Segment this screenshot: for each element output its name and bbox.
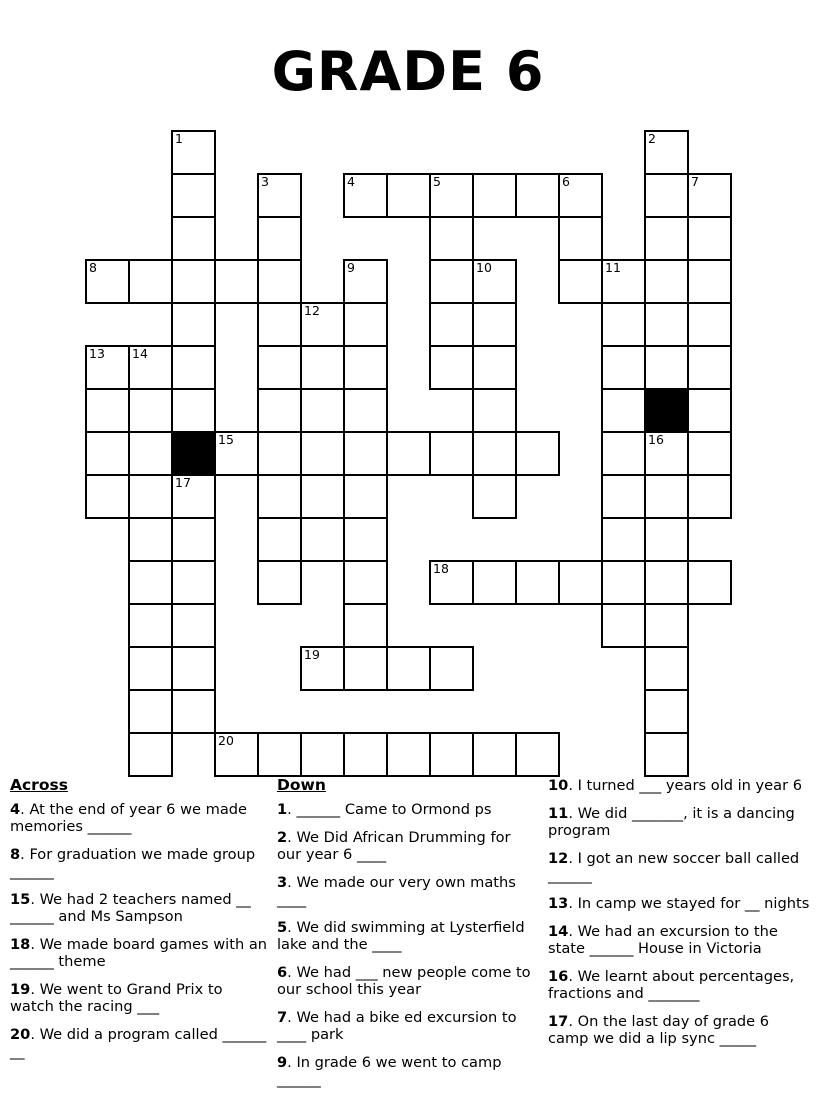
grid-cell[interactable]	[687, 216, 732, 261]
grid-cell[interactable]	[128, 560, 173, 605]
clue-number: 2	[277, 829, 288, 846]
grid-cell[interactable]	[171, 474, 216, 519]
grid-cell[interactable]	[558, 560, 603, 605]
grid-cell[interactable]	[644, 259, 689, 304]
grid-cell[interactable]	[429, 560, 474, 605]
cell-number: 8	[89, 260, 97, 275]
grid-cell[interactable]	[558, 216, 603, 261]
grid-cell[interactable]	[85, 388, 130, 433]
clue: 16. We learnt about percentages, fractions and _______	[548, 968, 795, 1002]
clue: 12. I got an new soccer ball called ______	[548, 850, 800, 884]
grid-cell[interactable]	[128, 345, 173, 390]
clue-number: 7	[277, 1009, 288, 1026]
grid-cell[interactable]	[601, 388, 646, 433]
grid-cell[interactable]	[472, 474, 517, 519]
grid-cell[interactable]	[386, 173, 431, 218]
clue-number: 20	[10, 1026, 31, 1043]
clue-text: ______ Came to Ormond ps	[296, 801, 492, 818]
grid-cell[interactable]	[429, 646, 474, 691]
grid-cell[interactable]	[257, 474, 302, 519]
cell-number: 3	[261, 174, 269, 189]
grid-cell[interactable]	[386, 646, 431, 691]
grid-cell[interactable]	[429, 345, 474, 390]
clue-number: 13	[548, 895, 569, 912]
cell-number: 12	[304, 303, 320, 318]
grid-cell[interactable]	[171, 388, 216, 433]
cell-number: 13	[89, 346, 105, 361]
grid-cell[interactable]	[687, 259, 732, 304]
grid-cell[interactable]	[429, 259, 474, 304]
grid-cell[interactable]	[687, 388, 732, 433]
grid-cell[interactable]	[515, 431, 560, 476]
grid-cell[interactable]	[128, 603, 173, 648]
clue-number: 14	[548, 923, 569, 940]
grid-cell[interactable]	[515, 732, 560, 777]
grid-cell[interactable]	[257, 517, 302, 562]
grid-cell[interactable]	[429, 431, 474, 476]
grid-cell[interactable]	[386, 431, 431, 476]
grid-cell[interactable]	[300, 517, 345, 562]
clue-text: At the end of year 6 we made memories ______	[10, 801, 248, 835]
grid-cell[interactable]	[644, 474, 689, 519]
clue: 17. On the last day of grade 6 camp we did a lip sync _____	[548, 1013, 770, 1047]
clue: 5. We did swimming at Lysterfield lake and the ____	[277, 919, 525, 953]
grid-cell[interactable]	[601, 474, 646, 519]
clue: 4. At the end of year 6 we made memories ______	[10, 801, 248, 835]
grid-cell[interactable]	[472, 388, 517, 433]
clue-text: We made our very own maths ____	[277, 874, 516, 908]
down-clues-column-continued	[548, 777, 812, 1058]
grid-cell[interactable]	[85, 259, 130, 304]
grid-cell[interactable]	[644, 646, 689, 691]
cell-number: 5	[433, 174, 441, 189]
grid-cell[interactable]	[343, 474, 388, 519]
grid-cell[interactable]	[601, 517, 646, 562]
grid-cell[interactable]	[644, 216, 689, 261]
clue-text: I got an new soccer ball called ______	[548, 850, 800, 884]
grid-cell[interactable]	[343, 173, 388, 218]
cell-number: 2	[648, 131, 656, 146]
grid-cell[interactable]	[171, 130, 216, 175]
clue: 1. ______ Came to Ormond ps	[277, 801, 492, 818]
grid-cell[interactable]	[644, 732, 689, 777]
grid-cell[interactable]	[644, 560, 689, 605]
grid-cell[interactable]	[257, 560, 302, 605]
cell-number: 7	[691, 174, 699, 189]
clue-number: 9	[277, 1054, 288, 1071]
grid-cell[interactable]	[300, 388, 345, 433]
clue-text: We had ___ new people come to our school this year	[277, 964, 531, 998]
clue-text: We had an excursion to the state ______ House in Victoria	[548, 923, 778, 957]
grid-cell[interactable]	[171, 689, 216, 734]
clue: 7. We had a bike ed excursion to ____ park	[277, 1009, 517, 1043]
clue: 11. We did _______, it is a dancing program	[548, 805, 795, 839]
grid-cell[interactable]	[472, 732, 517, 777]
grid-cell[interactable]	[85, 474, 130, 519]
grid-cell[interactable]	[171, 345, 216, 390]
grid-cell[interactable]	[171, 259, 216, 304]
grid-cell[interactable]	[558, 259, 603, 304]
clue-text: We did swimming at Lysterfield lake and the ____	[277, 919, 525, 953]
grid-cell[interactable]	[687, 560, 732, 605]
cell-number: 4	[347, 174, 355, 189]
grid-cell[interactable]	[601, 560, 646, 605]
clue-text: We did _______, it is a dancing program	[548, 805, 795, 839]
clue-number: 3	[277, 874, 288, 891]
grid-cell[interactable]	[601, 603, 646, 648]
across-clue-list	[10, 801, 268, 1060]
clue-number: 19	[10, 981, 31, 998]
down-clue-list	[277, 801, 537, 1088]
grid-cell[interactable]	[343, 646, 388, 691]
cell-number: 14	[132, 346, 148, 361]
grid-cell[interactable]	[515, 173, 560, 218]
clue-text: We had 2 teachers named __ ______ and Ms Sampson	[10, 891, 251, 925]
clue: 14. We had an excursion to the state ______ House in Victoria	[548, 923, 778, 957]
clue-number: 1	[277, 801, 288, 818]
across-clues-column	[10, 777, 268, 1071]
clue-text: In grade 6 we went to camp ______	[277, 1054, 502, 1088]
clue-text: We did a program called ______ __	[10, 1026, 267, 1060]
grid-cell[interactable]	[257, 173, 302, 218]
grid-cell[interactable]	[472, 173, 517, 218]
clue-text: On the last day of grade 6 camp we did a lip sync _____	[548, 1013, 770, 1047]
grid-cell[interactable]	[601, 302, 646, 347]
grid-cell[interactable]	[171, 517, 216, 562]
clue: 3. We made our very own maths ____	[277, 874, 516, 908]
grid-cell[interactable]	[300, 646, 345, 691]
clue: 15. We had 2 teachers named __ ______ and Ms Sampson	[10, 891, 251, 925]
grid-cell[interactable]	[343, 603, 388, 648]
grid-cell[interactable]	[128, 388, 173, 433]
grid-cell[interactable]	[429, 173, 474, 218]
clue-number: 6	[277, 964, 288, 981]
clue-text: In camp we stayed for __ nights	[577, 895, 810, 912]
grid-cell[interactable]	[644, 603, 689, 648]
grid-cell[interactable]	[171, 603, 216, 648]
clue-text: We Did African Drumming for our year 6 ____	[277, 829, 511, 863]
grid-cell[interactable]	[343, 388, 388, 433]
grid-cell[interactable]	[472, 345, 517, 390]
clue: 9. In grade 6 we went to camp ______	[277, 1054, 502, 1088]
grid-cell[interactable]	[429, 302, 474, 347]
grid-cell[interactable]	[644, 173, 689, 218]
clue: 10. I turned ___ years old in year 6	[548, 777, 803, 794]
cell-number: 20	[218, 733, 234, 748]
grid-cell[interactable]	[128, 259, 173, 304]
grid-cell[interactable]	[644, 517, 689, 562]
cell-number: 11	[605, 260, 621, 275]
grid-cell[interactable]	[300, 431, 345, 476]
grid-cell[interactable]	[343, 302, 388, 347]
clue: 2. We Did African Drumming for our year 6 ____	[277, 829, 511, 863]
grid-cell[interactable]	[515, 560, 560, 605]
grid-cell[interactable]	[558, 173, 603, 218]
clue-number: 4	[10, 801, 21, 818]
grid-cell[interactable]	[257, 431, 302, 476]
grid-cell[interactable]	[171, 216, 216, 261]
cell-number: 10	[476, 260, 492, 275]
clue-number: 16	[548, 968, 569, 985]
grid-cell[interactable]	[171, 173, 216, 218]
grid-cell[interactable]	[472, 560, 517, 605]
grid-cell[interactable]	[171, 560, 216, 605]
grid-cell[interactable]	[472, 431, 517, 476]
clue-number: 15	[10, 891, 31, 908]
clue-text: We went to Grand Prix to watch the racing ___	[10, 981, 223, 1015]
clue-number: 17	[548, 1013, 569, 1030]
grid-cell[interactable]	[343, 732, 388, 777]
clue-number: 5	[277, 919, 288, 936]
clue-text: For graduation we made group ______	[10, 846, 256, 880]
grid-cell[interactable]	[429, 216, 474, 261]
grid-cell[interactable]	[343, 560, 388, 605]
grid-cell[interactable]	[128, 431, 173, 476]
grid-cell[interactable]	[644, 130, 689, 175]
grid-cell[interactable]	[687, 173, 732, 218]
grid-cell[interactable]	[343, 345, 388, 390]
clue-text: I turned ___ years old in year 6	[577, 777, 803, 794]
grid-cell[interactable]	[687, 431, 732, 476]
grid-cell[interactable]	[601, 345, 646, 390]
grid-cell[interactable]	[128, 732, 173, 777]
grid-cell[interactable]	[300, 302, 345, 347]
cell-number: 16	[648, 432, 664, 447]
grid-cell[interactable]	[644, 345, 689, 390]
grid-cell[interactable]	[601, 431, 646, 476]
clue-text: We learnt about percentages, fractions and _______	[548, 968, 795, 1002]
grid-cell[interactable]	[644, 431, 689, 476]
grid-cell[interactable]	[343, 259, 388, 304]
grid-cell[interactable]	[472, 302, 517, 347]
cell-number: 17	[175, 475, 191, 490]
grid-cell[interactable]	[343, 517, 388, 562]
grid-cell[interactable]	[128, 689, 173, 734]
cell-number: 9	[347, 260, 355, 275]
grid-cell[interactable]	[687, 302, 732, 347]
clue-number: 12	[548, 850, 569, 867]
grid-cell[interactable]	[171, 302, 216, 347]
crossword-grid	[85, 130, 730, 775]
grid-cell[interactable]	[687, 345, 732, 390]
grid-cell[interactable]	[128, 517, 173, 562]
grid-cell[interactable]	[386, 732, 431, 777]
black-cell	[644, 388, 689, 433]
cell-number: 19	[304, 647, 320, 662]
clue: 6. We had ___ new people come to our school this year	[277, 964, 531, 998]
grid-cell[interactable]	[472, 259, 517, 304]
across-header: Across	[10, 776, 68, 794]
grid-cell[interactable]	[257, 216, 302, 261]
grid-cell[interactable]	[300, 474, 345, 519]
grid-cell[interactable]	[300, 732, 345, 777]
grid-cell[interactable]	[214, 732, 259, 777]
grid-cell[interactable]	[214, 259, 259, 304]
grid-cell[interactable]	[687, 474, 732, 519]
clue-number: 8	[10, 846, 21, 863]
grid-cell[interactable]	[128, 474, 173, 519]
grid-cell[interactable]	[429, 732, 474, 777]
grid-cell[interactable]	[214, 431, 259, 476]
down-header: Down	[277, 776, 326, 794]
down-clues-column	[277, 777, 537, 1099]
clue: 8. For graduation we made group ______	[10, 846, 256, 880]
clue-number: 11	[548, 805, 569, 822]
cell-number: 6	[562, 174, 570, 189]
cell-number: 1	[175, 131, 183, 146]
cell-number: 15	[218, 432, 234, 447]
clue-number: 18	[10, 936, 31, 953]
black-cell	[171, 431, 216, 476]
clue-text: We had a bike ed excursion to ____ park	[277, 1009, 517, 1043]
grid-cell[interactable]	[257, 345, 302, 390]
grid-cell[interactable]	[601, 259, 646, 304]
grid-cell[interactable]	[85, 345, 130, 390]
clue: 18. We made board games with an ______ theme	[10, 936, 268, 970]
clue-text: We made board games with an ______ theme	[10, 936, 268, 970]
clue-number: 10	[548, 777, 569, 794]
clue: 20. We did a program called ______ __	[10, 1026, 267, 1060]
grid-cell[interactable]	[300, 345, 345, 390]
grid-cell[interactable]	[257, 388, 302, 433]
grid-cell[interactable]	[257, 259, 302, 304]
page-title: GRADE 6	[271, 40, 545, 103]
clue: 19. We went to Grand Prix to watch the racing ___	[10, 981, 223, 1015]
grid-cell[interactable]	[343, 431, 388, 476]
down-clue-list-continued	[548, 777, 812, 1047]
grid-cell[interactable]	[128, 646, 173, 691]
clue: 13. In camp we stayed for __ nights	[548, 895, 810, 912]
grid-cell[interactable]	[257, 302, 302, 347]
grid-cell[interactable]	[644, 302, 689, 347]
grid-cell[interactable]	[171, 646, 216, 691]
cell-number: 18	[433, 561, 449, 576]
grid-cell[interactable]	[644, 689, 689, 734]
grid-cell[interactable]	[257, 732, 302, 777]
grid-cell[interactable]	[85, 431, 130, 476]
